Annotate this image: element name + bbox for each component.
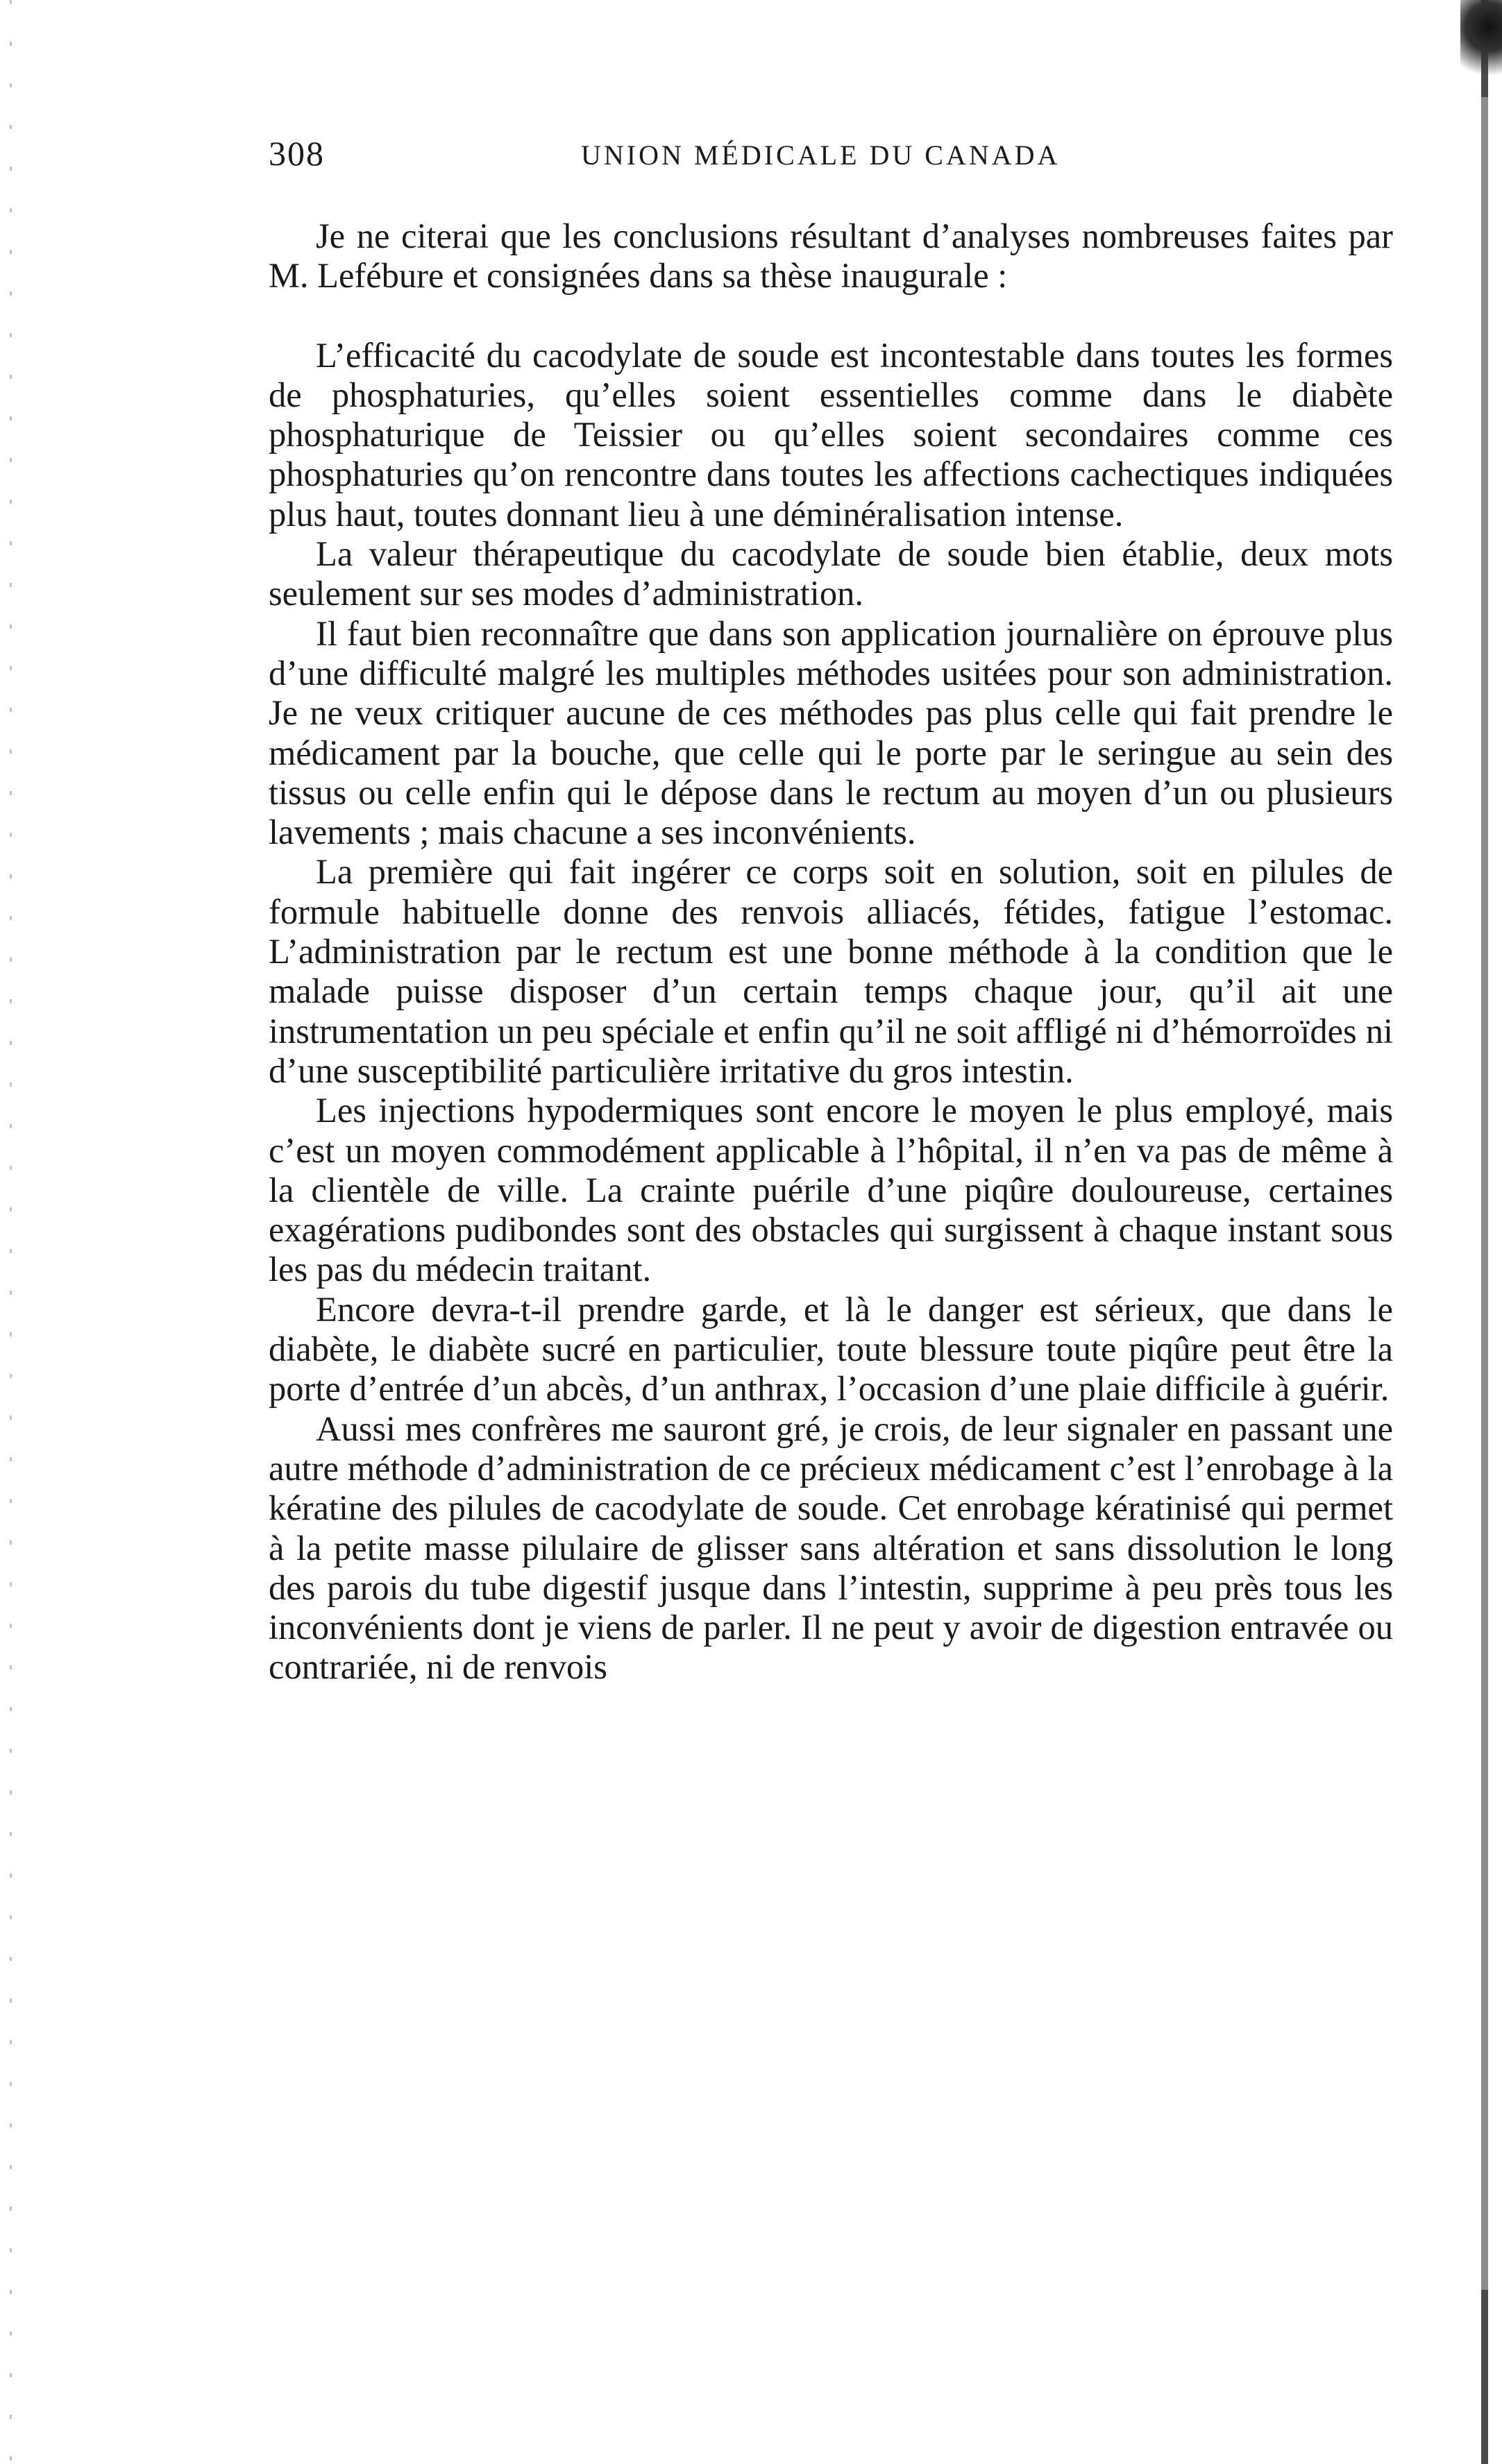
- paragraph-difficulties: Il faut bien reconnaître que dans son application journalière on éprouve plus d’une difficulté malgré les multiples méthodes usitées pour son administration. Je ne veux critiquer aucune de ces méthodes pas plus celle qui fait prendre le médicament par la bouche, que celle qui le porte par le seringue au sein des tissus ou celle enfin qui le dépose dans le rectum au moyen d’un ou plusieurs lavements ; mais chacune a ses inconvénients.: [269, 613, 1393, 852]
- page-header: [269, 133, 1393, 189]
- paragraph-administration-intro: La valeur thérapeutique du cacodylate de soude bien établie, deux mots seulement sur ses modes d’administration.: [269, 534, 1393, 613]
- scan-right-edge: [1481, 0, 1488, 2464]
- paragraph-keratin-coating: Aussi mes confrères me sauront gré, je crois, de leur signaler en passant une autre méthode d’administration de ce précieux médicament c’est l’enrobage à la kératine des pilules de cacodylate de soude. Cet enrobage kératinisé qui permet à la petite masse pilulaire de glisser sans altération et sans dissolution le long des parois du tube digestif jusque dans l’intestin, supprime à peu près tous les inconvénients dont je viens de parler. Il ne peut y avoir de digestion entravée ou contrariée, ni de renvois: [269, 1409, 1393, 1687]
- paragraph-injections: Les injections hypodermiques sont encore le moyen le plus employé, mais c’est un moyen commodément applicable à l’hôpital, il n’en va pas de même à la clientèle de ville. La crainte puérile d’une piqûre douloureuse, certaines exagérations pudibondes sont des obstacles qui surgissent à chaque instant sous les pas du médecin traitant.: [269, 1091, 1393, 1289]
- body-text: [269, 216, 1393, 1688]
- paragraph-intro: Je ne citerai que les conclusions résultant d’analyses nombreuses faites par M. Lefébure et consignées dans sa thèse inaugurale :: [269, 216, 1393, 296]
- paragraph-oral-rectal: La première qui fait ingérer ce corps soit en solution, soit en pilules de formule habituelle donne des renvois alliacés, fétides, fatigue l’estomac. L’administration par le rectum est une bonne méthode à la condition que le malade puisse disposer d’un certain temps chaque jour, qu’il ait une instrumentation un peu spéciale et enfin qu’il ne soit affligé ni d’hémorroïdes ni d’une susceptibilité particulière irritative du gros intestin.: [269, 852, 1393, 1090]
- paragraph-efficacy: L’efficacité du cacodylate de soude est incontestable dans toutes les formes de phosphaturies, qu’elles soient essentielles comme dans le diabète phosphaturique de Teissier ou qu’elles soient secondaires comme ces phosphaturies qu’on rencontre dans toutes les affections cachectiques indiquées plus haut, toutes donnant lieu à une déminéralisation intense.: [269, 335, 1393, 534]
- page-number: 308: [269, 134, 325, 173]
- running-title: UNION MÉDICALE DU CANADA: [581, 139, 1061, 171]
- scan-left-edge: [10, 0, 12, 2464]
- paragraph-diabetes-warning: Encore devra-t-il prendre garde, et là le danger est sérieux, que dans le diabète, le diabète sucré en particulier, toute blessure toute piqûre peut être la porte d’entrée d’un abcès, d’un anthrax, l’occasion d’une plaie difficile à guérir.: [269, 1289, 1393, 1409]
- scan-corner-blot: [1460, 0, 1502, 90]
